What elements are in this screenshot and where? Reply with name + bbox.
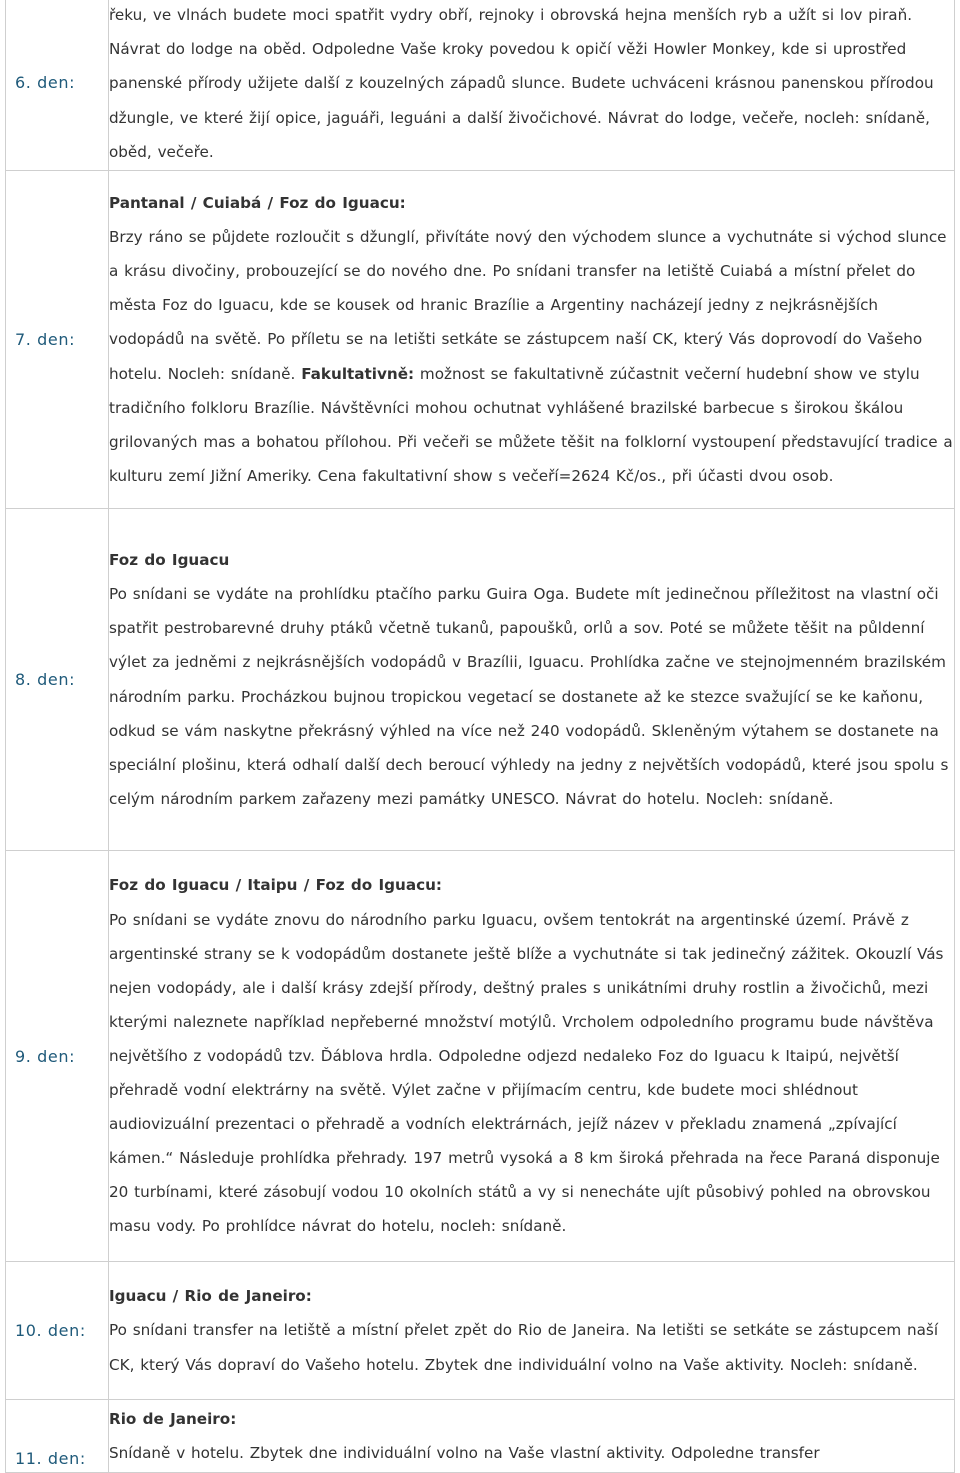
day-paragraph: Po snídani se vydáte na prohlídku ptačího parku Guira Oga. Budete mít jedinečnou příležitost na vlastní oči spatřit pestrobarevné druhy ptáků včetně tukanů, papoušků, orlů a sov. Poté se můžete těšit na půldenní výlet za jedněmi z nejkrásnějších vodopádů v Brazílii, Iguacu. Prohlídka začne ve stejnojmenném brazilském národním parku. Procházkou bujnou tropickou vegetací se dostanete až ke stezce svažující se ke kaňonu, odkud se vám naskytne překrásný výhled na více než 240 vodopádů. Skleněným výtahem se dostanete na speciální plošinu, která odhalí další dech beroucí výhledy na jedny z největších vodopádů, které jsou spolu s celým národním parkem zařazeny mezi památky UNESCO. Návrat do hotelu. Nocleh: snídaně. bbox=[109, 585, 949, 808]
day-label: 10. den: bbox=[6, 1262, 109, 1400]
day-description bbox=[109, 851, 955, 1262]
day-label: 8. den: bbox=[6, 509, 109, 851]
day-label: 11. den: bbox=[6, 1400, 109, 1473]
day-heading: Iguacu / Rio de Janeiro: bbox=[109, 1287, 312, 1306]
day-paragraph: Po snídani transfer na letiště a místní přelet zpět do Rio de Janeira. Na letišti se setkáte se zástupcem naší CK, který Vás dopraví do Vašeho hotelu. Zbytek dne individuální volno na Vaše aktivity. Nocleh: snídaně. bbox=[109, 1321, 939, 1374]
day-paragraph: řeku, ve vlnách budete moci spatřit vydry obří, rejnoky i obrovská hejna menších ryb a užít si lov piraň. Návrat do lodge na oběd. Odpoledne Vaše kroky povedou k opičí věži Howler Monkey, kde si uprostřed panenské přírody užijete další z kouzelných západů slunce. Budete uchváceni krásnou panenskou přírodou džungle, ve které žijí opice, jaguáři, leguáni a další živočichové. Návrat do lodge, večeře, nocleh: snídaně, oběd, večeře. bbox=[109, 6, 934, 161]
day-label: 7. den: bbox=[6, 171, 109, 509]
day-row-9 bbox=[6, 851, 955, 1262]
day-paragraph-text: možnost se fakultativně zúčastnit večerní hudební show ve stylu tradičního folkloru Brazílie. Návštěvníci mohou ochutnat vyhlášené brazilské barbecue s širokou škálou grilovaných mas a bohatou přílohou. Při večeři se můžete těšit na folklorní vystoupení představující tradice a kulturu zemí Jižní Ameriky. Cena fakultativní show s večeří=2624 Kč/os., při účasti dvou osob. bbox=[109, 364, 953, 485]
day-heading: Foz do Iguacu bbox=[109, 551, 230, 570]
day-label: 9. den: bbox=[6, 851, 109, 1262]
day-heading: Pantanal / Cuiabá / Foz do Iguacu: bbox=[109, 194, 406, 213]
day-paragraph: Snídaně v hotelu. Zbytek dne individuální volno na Vaše vlastní aktivity. Odpoledne transfer bbox=[109, 1444, 820, 1462]
day-paragraph-text: Brzy ráno se půjdete rozloučit s džunglí, přivítáte nový den východem slunce a vychutnáte si východ slunce a krásu divočiny, probouzející se do nového dne. Po snídani transfer na letiště Cuiabá a místní přelet do města Foz do Iguacu, kde se kousek od hranic Brazílie a Argentiny nacházejí jedny z nejkrásnějších vodopádů na světě. Po příletu se na letišti setkáte se zástupcem naší CK, který Vás doprovodí do Vašeho hotelu. Nocleh: snídaně. bbox=[109, 228, 947, 383]
day-row-8 bbox=[6, 509, 955, 851]
day-paragraph: Po snídani se vydáte znovu do národního parku Iguacu, ovšem tentokrát na argentinské území. Právě z argentinské strany se k vodopádům dostanete ještě blíže a vychutnáte si tak jedinečný zážitek. Okouzlí Vás nejen vodopády, ale i další krásy zdejší přírody, deštný prales s unikátními druhy rostlin a živočichů, mezi kterými naleznete například nepřeberné množství motýlů. Vrcholem odpoledního programu bude návštěva největšího z vodopádů tzv. Ďáblova hrdla. Odpoledne odjezd nedaleko Foz do Iguacu k Itaipú, největší přehradě vodní elektrárny na světě. Výlet začne v přijímacím centru, kde budete moci shlédnout audiovizuální prezentaci o přehradě a vodních elektrárnách, jejíž název v překladu znamená „zpívající kámen.“ Následuje prohlídka přehrady. 197 metrů vysoká a 8 km široká přehrada na řece Paraná disponuje 20 turbínami, které zásobují vodou 10 okolních států a vy si nenecháte ujít působivý pohled na obrovskou masu vody. Po prohlídce návrat do hotelu, nocleh: snídaně. bbox=[109, 910, 944, 1236]
day-heading: Foz do Iguacu / Itaipu / Foz do Iguacu: bbox=[109, 876, 442, 895]
day-row-7 bbox=[6, 171, 955, 509]
day-row-11 bbox=[6, 1400, 955, 1473]
day-description bbox=[109, 171, 955, 509]
day-row-10 bbox=[6, 1262, 955, 1400]
day-description bbox=[109, 1400, 955, 1473]
day-label: 6. den: bbox=[6, 0, 109, 171]
day-description bbox=[109, 509, 955, 851]
day-heading: Rio de Janeiro: bbox=[109, 1409, 237, 1428]
itinerary-table bbox=[5, 0, 955, 1473]
day-row-6 bbox=[6, 0, 955, 171]
day-paragraph bbox=[109, 220, 954, 493]
optional-label: Fakultativně: bbox=[301, 364, 415, 383]
day-description bbox=[109, 0, 955, 171]
day-description bbox=[109, 1262, 955, 1400]
